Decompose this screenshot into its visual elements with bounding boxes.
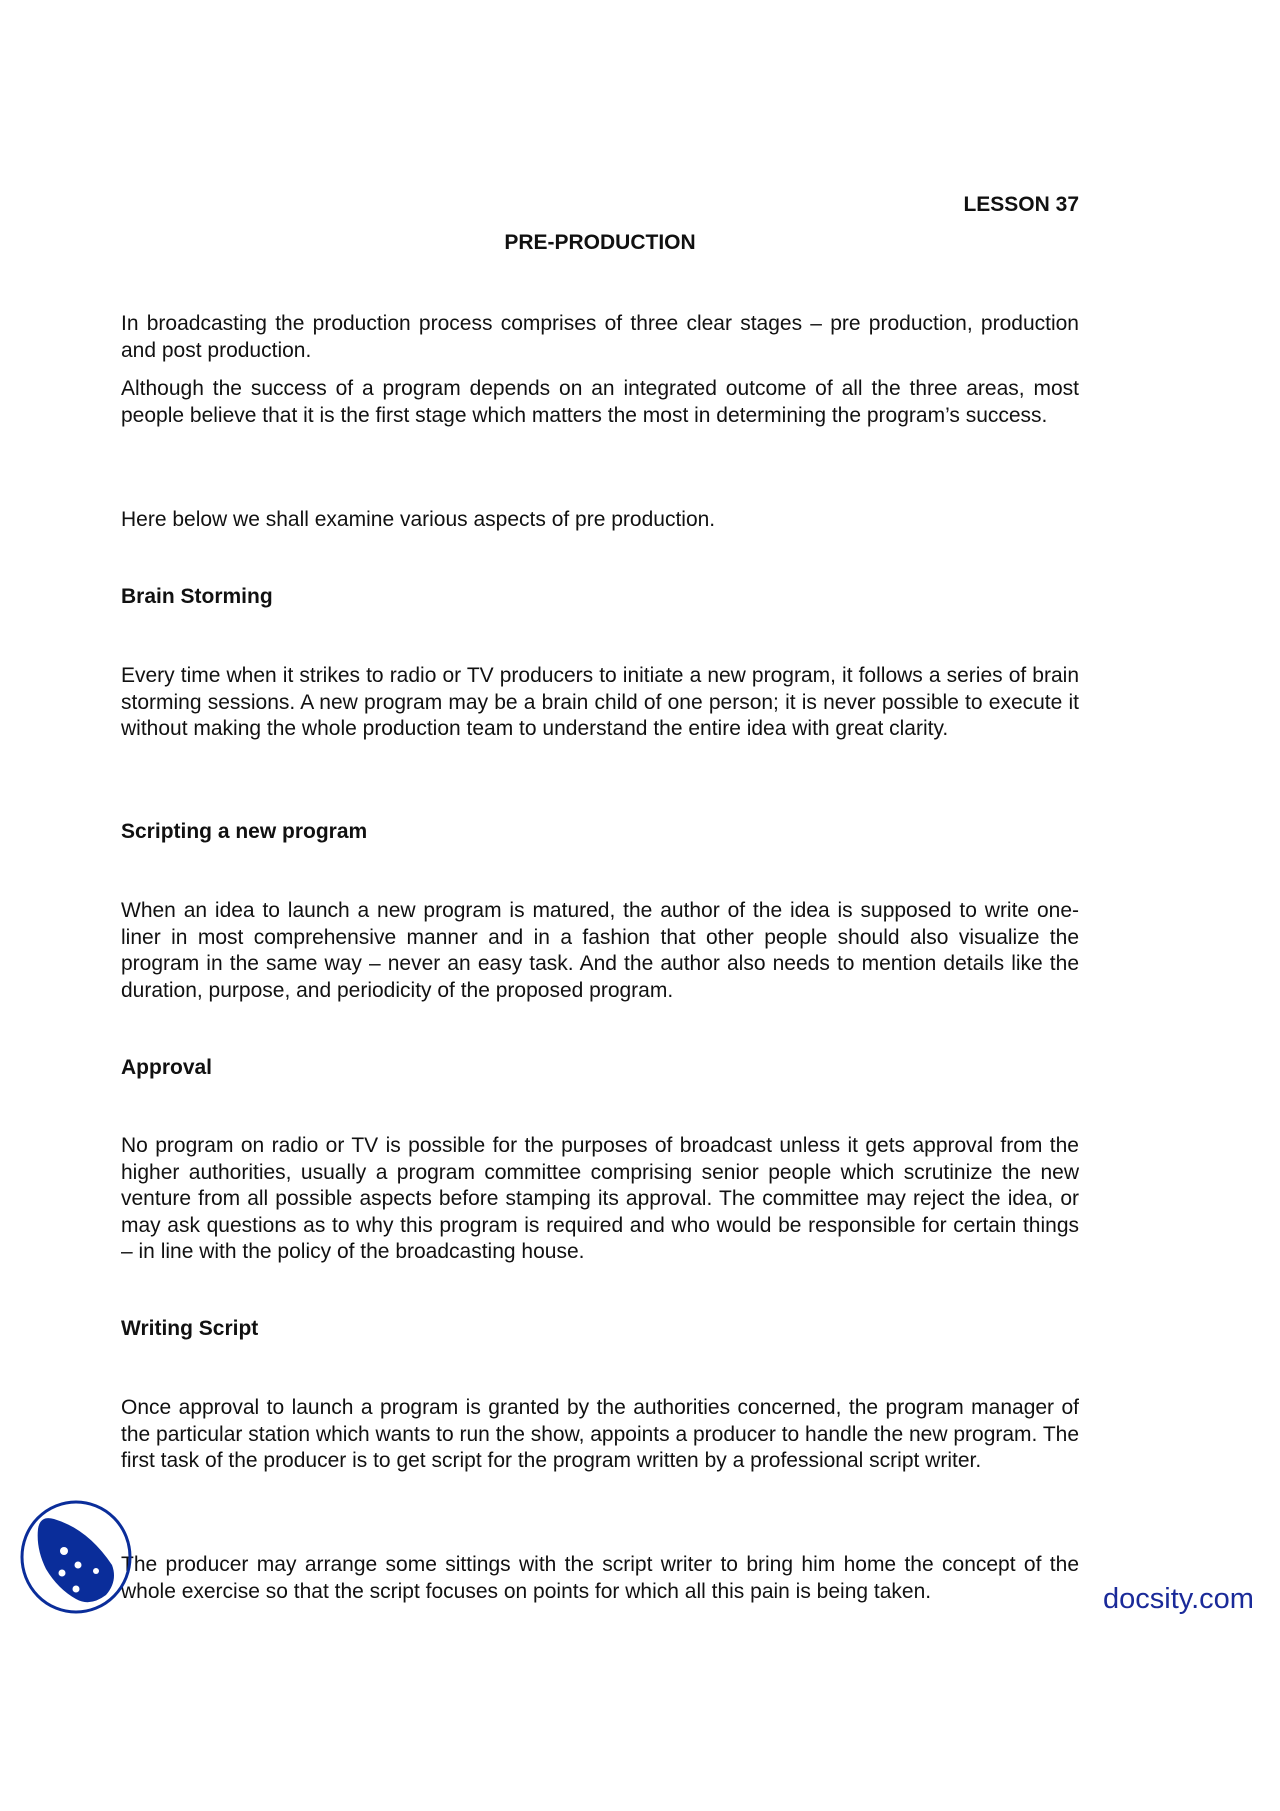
docsity-logo-icon xyxy=(18,1499,134,1615)
paragraph: Once approval to launch a program is granted by the authorities concerned, the program manager of the particular station which wants to run the show, appoints a producer to handle the new program. The first task of the producer is to get script for the program written by a professional script writer. xyxy=(121,1396,1080,1473)
docsity-brand-text: docsity.com xyxy=(1103,1583,1254,1615)
section-heading: Writing Script xyxy=(121,1317,259,1340)
paragraph: Here below we shall examine various aspects of pre production. xyxy=(121,508,716,531)
paragraph: When an idea to launch a new program is matured, the author of the idea is supposed to write one-liner in most comprehensive manner and in a fashion that other people should also visualize the program in the same way – never an easy task. And the author also needs to mention details like the duration, purpose, and periodicity of the proposed program. xyxy=(121,899,1079,1002)
paragraph: In broadcasting the production process comprises of three clear stages – pre production, production and post production. xyxy=(121,312,1079,362)
paragraph: The producer may arrange some sittings with the script writer to bring him home the concept of the whole exercise so that the script focuses on points for which all this pain is being taken. xyxy=(121,1553,1079,1603)
page-title: PRE-PRODUCTION xyxy=(504,231,696,254)
lesson-number: LESSON 37 xyxy=(963,193,1079,216)
section-heading: Scripting a new program xyxy=(121,820,368,843)
paragraph: Every time when it strikes to radio or TV producers to initiate a new program, it follows a series of brain storming sessions. A new program may be a brain child of one person; it is never possible to execute it without making the whole production team to understand the entire idea with great clarity. xyxy=(121,664,1079,741)
section-heading: Brain Storming xyxy=(121,585,273,608)
paragraph: Although the success of a program depends on an integrated outcome of all the three areas, most people believe that it is the first stage which matters the most in determining the program’s success. xyxy=(121,377,1079,427)
section-heading: Approval xyxy=(121,1056,213,1079)
paragraph: No program on radio or TV is possible for the purposes of broadcast unless it gets approval from the higher authorities, usually a program committee comprising senior people which scrutinize the new venture from all possible aspects before stamping its approval. The committee may reject the idea, or may ask questions as to why this program is required and who would be responsible for certain things – in line with the policy of the broadcasting house. xyxy=(121,1134,1079,1264)
